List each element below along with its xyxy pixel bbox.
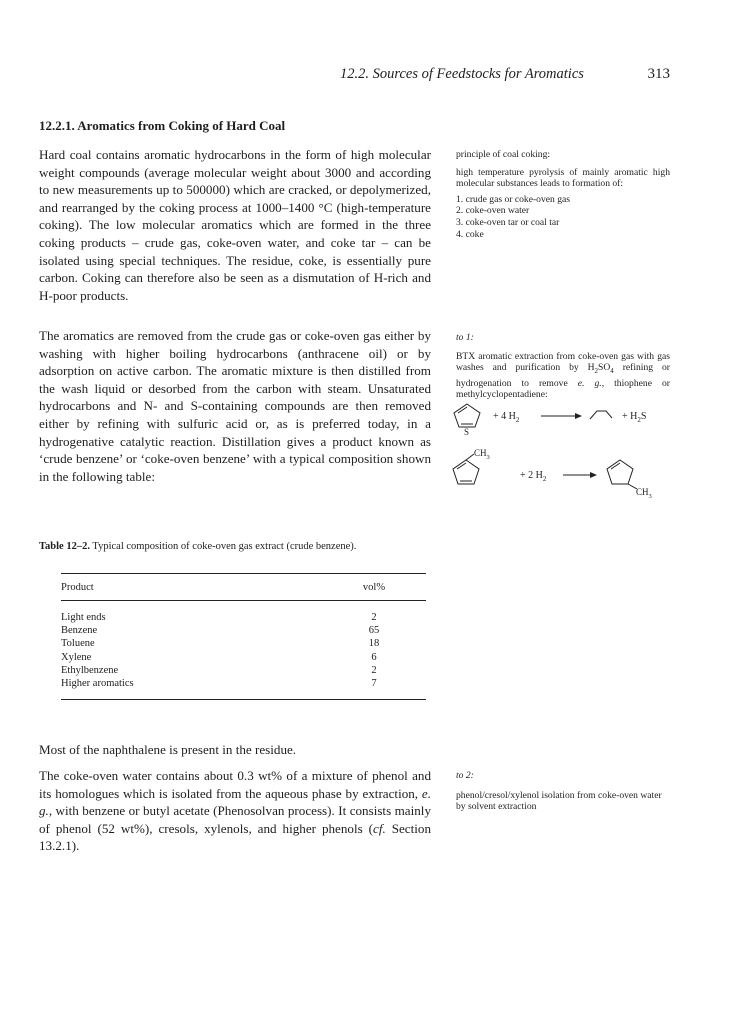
margin-note-body: high temperature pyrolysis of mainly aromatic high molecular substances leads to formation of:	[456, 166, 670, 190]
list-item: 1. crude gas or coke-oven gas	[456, 193, 571, 205]
methyl-label-product: $CH_3$	[636, 487, 652, 500]
table-label: Table 12–2.	[39, 541, 90, 552]
running-title: 12.2. Sources of Feedstocks for Aromatics	[340, 66, 584, 82]
composition-table	[61, 573, 426, 700]
reaction1-h2s: + $H_2S$	[622, 411, 647, 424]
table-row: Light ends 2	[61, 612, 377, 623]
list-item: 2. coke-oven water	[456, 205, 530, 217]
coking-products-list	[456, 194, 670, 240]
methyl-label-reactant: $CH_3$	[474, 448, 490, 461]
page-number: 313	[647, 66, 670, 82]
table-caption	[39, 540, 431, 553]
margin-note-btx	[456, 332, 670, 401]
running-head	[340, 66, 670, 83]
paragraph-crude-gas: The aromatics are removed from the crude gas or coke-oven gas either by washing with higher boiling hydrocarbons (anthracene oil) or by adsorption on active carbon. The aromatic mixture is then distilled from the wash liquid or desorbed from the carbon with steam. Unsaturated hydrocarbons and N- and S-containing compounds are then removed either by refining with sulfuric acid or, as is preferred today, in a hydrogenative catalytic reaction. Distillation gives a product known as ‘crude benzene’ or ‘coke-oven benzene’ with a typical composition shown in the following table:	[39, 328, 431, 484]
methylcyclopentadiene-structure	[453, 454, 479, 484]
table-caption-text: Typical composition of coke-oven gas extract (crude benzene).	[92, 541, 357, 552]
methylcyclopentene-structure	[607, 460, 637, 489]
table-row: Xylene 6	[61, 651, 377, 663]
margin-note-ref: to 2:	[456, 770, 474, 781]
arrow-head	[575, 413, 582, 419]
margin-note-coking	[456, 149, 670, 240]
butadiene-structure	[590, 411, 612, 419]
list-item: 3. coke-oven tar or coal tar	[456, 216, 560, 228]
table-body	[61, 601, 426, 699]
paragraph-coal-aromatics: Hard coal contains aromatic hydrocarbons in the form of high molecular weight compounds (average molecular weight about 3000 and according to new measurements up to 500000) which are cracked, or depolymerized, and rearranged by the coking process at 1000–1400 °C (high-temperature coking). The low molecular aromatics which are formed in the three coking products – crude gas, coke-oven water, and coke tar – can be isolated using special techniques. The residue, coke, is essentially pure carbon. Coking can therefore also be seen as a dismutation of H-rich and H-poor products.	[39, 147, 431, 303]
margin-note-body: BTX aromatic extraction from coke-oven gas with gas washes and purification by $H_2SO_4$ refining or hydrogenation to remove e. g., thiophene or methylcyclopentadiene:	[456, 350, 670, 401]
table-row: Benzene 65	[61, 625, 380, 637]
margin-note-heading: principle of coal coking:	[456, 149, 551, 160]
paragraph-coke-oven-water: The coke-oven water contains about 0.3 wt% of a mixture of phenol and its homologues which is isolated from the aqueous phase by extraction, e. g., with benzene or butyl acetate (Phenosolvan process). It consists mainly of phenol (52 wt%), cresols, xylenols, and higher phenols (cf. Section 13.2.1).	[39, 768, 431, 854]
table-row: Higher aromatics 7	[61, 678, 377, 690]
thiophene-structure	[454, 404, 480, 427]
hydrogenation-reactions	[450, 400, 680, 500]
margin-note-phenol	[456, 770, 670, 813]
arrow-head	[590, 472, 597, 478]
section-title: 12.2.1. Aromatics from Coking of Hard Coal	[39, 118, 286, 133]
table-header	[61, 574, 426, 600]
list-item: 4. coke	[456, 228, 484, 240]
paragraph-naphthalene: Most of the naphthalene is present in the residue.	[39, 742, 297, 757]
column-header-vol: vol%	[362, 582, 386, 593]
table-row: Toluene 18	[61, 638, 380, 650]
margin-note-body: phenol/cresol/xylenol isolation from coke-oven water by solvent extraction	[456, 789, 662, 813]
column-header-product: Product	[61, 582, 94, 593]
reaction2-hydrogen: + 2 $H_2$	[520, 470, 547, 483]
margin-note-ref: to 1:	[456, 332, 474, 343]
thiophene-sulfur-label: S	[464, 427, 470, 437]
table-bottom-rule	[61, 699, 426, 700]
reaction1-hydrogen: + 4 $H_2$	[493, 411, 520, 424]
table-row: Ethylbenzene 2	[61, 664, 377, 676]
